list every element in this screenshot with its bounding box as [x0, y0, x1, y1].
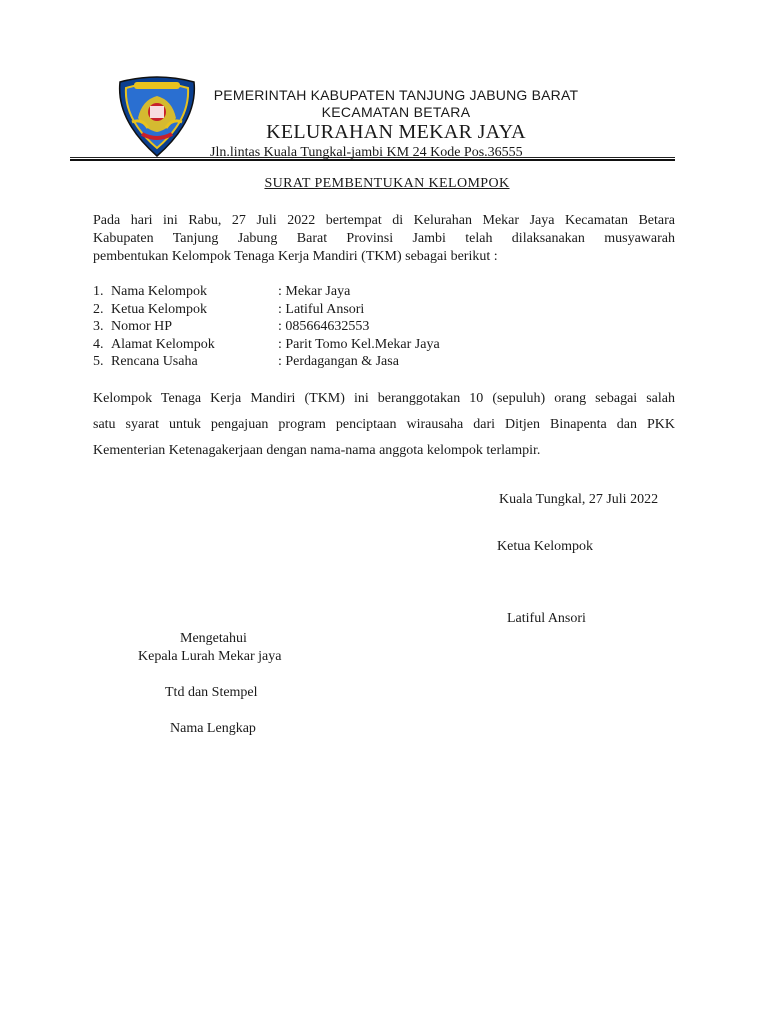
list-item: [93, 301, 493, 319]
membership-paragraph-line: satu syarat untuk pengajuan program penciptaan wirausaha dari Ditjen Binapenta dan PKK: [93, 417, 675, 432]
item-number: 3.: [93, 319, 104, 335]
opening-paragraph: [93, 212, 675, 266]
item-number: 5.: [93, 354, 104, 370]
letterhead-divider-thin: [70, 157, 675, 158]
group-details-list: [93, 283, 493, 371]
full-name-placeholder: Nama Lengkap: [170, 721, 256, 736]
letterhead-district-line: KECAMATAN BETARA: [321, 104, 471, 120]
letterhead-address: Jln.lintas Kuala Tungkal-jambi KM 24 Kode Pos.36555: [210, 145, 523, 160]
item-label: Nomor HP: [111, 319, 173, 335]
signature-stamp-placeholder: Ttd dan Stempel: [165, 685, 258, 700]
item-value: : Perdagangan & Jasa: [278, 354, 399, 370]
item-label: Nama Kelompok: [111, 284, 208, 299]
village-head-role: Kepala Lurah Mekar jaya: [138, 649, 282, 664]
list-item: [93, 353, 493, 371]
letterhead-government-line: PEMERINTAH KABUPATEN TANJUNG JABUNG BARAT: [213, 87, 579, 103]
item-value: : 085664632553: [278, 319, 370, 335]
acknowledged-label: Mengetahui: [180, 631, 247, 646]
item-label: Ketua Kelompok: [111, 301, 208, 317]
letterhead-title: KELURAHAN MEKAR JAYA: [266, 121, 526, 143]
membership-paragraph-line: Kementerian Ketenagakerjaan dengan nama-nama anggota kelompok terlampir.: [93, 443, 541, 458]
place-and-date: Kuala Tungkal, 27 Juli 2022: [499, 492, 659, 507]
chairperson-name: Latiful Ansori: [507, 611, 586, 626]
item-number: 4.: [93, 336, 104, 352]
list-item: [93, 283, 493, 301]
membership-paragraph-line: Kelompok Tenaga Kerja Mandiri (TKM) ini beranggotakan 10 (sepuluh) orang sebagai salah: [93, 391, 675, 406]
item-value: : Parit Tomo Kel.Mekar Jaya: [278, 336, 440, 352]
opening-paragraph-line: pembentukan Kelompok Tenaga Kerja Mandiri (TKM) sebagai berikut :: [93, 249, 498, 264]
regency-emblem-logo: [112, 70, 202, 160]
membership-paragraph: [93, 386, 675, 464]
item-number: 2.: [93, 301, 104, 317]
list-item: [93, 318, 493, 336]
letterhead-divider-thick: [70, 159, 675, 161]
item-value: : Mekar Jaya: [278, 284, 351, 299]
list-item: [93, 336, 493, 354]
item-number: 1.: [93, 284, 104, 299]
document-title: SURAT PEMBENTUKAN KELOMPOK: [264, 176, 510, 191]
item-value: : Latiful Ansori: [278, 301, 365, 317]
item-label: Alamat Kelompok: [111, 336, 215, 352]
item-label: Rencana Usaha: [111, 354, 198, 370]
opening-paragraph-line: Pada hari ini Rabu, 27 Juli 2022 bertempat di Kelurahan Mekar Jaya Kecamatan Betara: [93, 213, 675, 228]
chairperson-role: Ketua Kelompok: [497, 539, 594, 554]
opening-paragraph-line: Kabupaten Tanjung Jabung Barat Provinsi Jambi telah dilaksanakan musyawarah: [93, 231, 675, 246]
